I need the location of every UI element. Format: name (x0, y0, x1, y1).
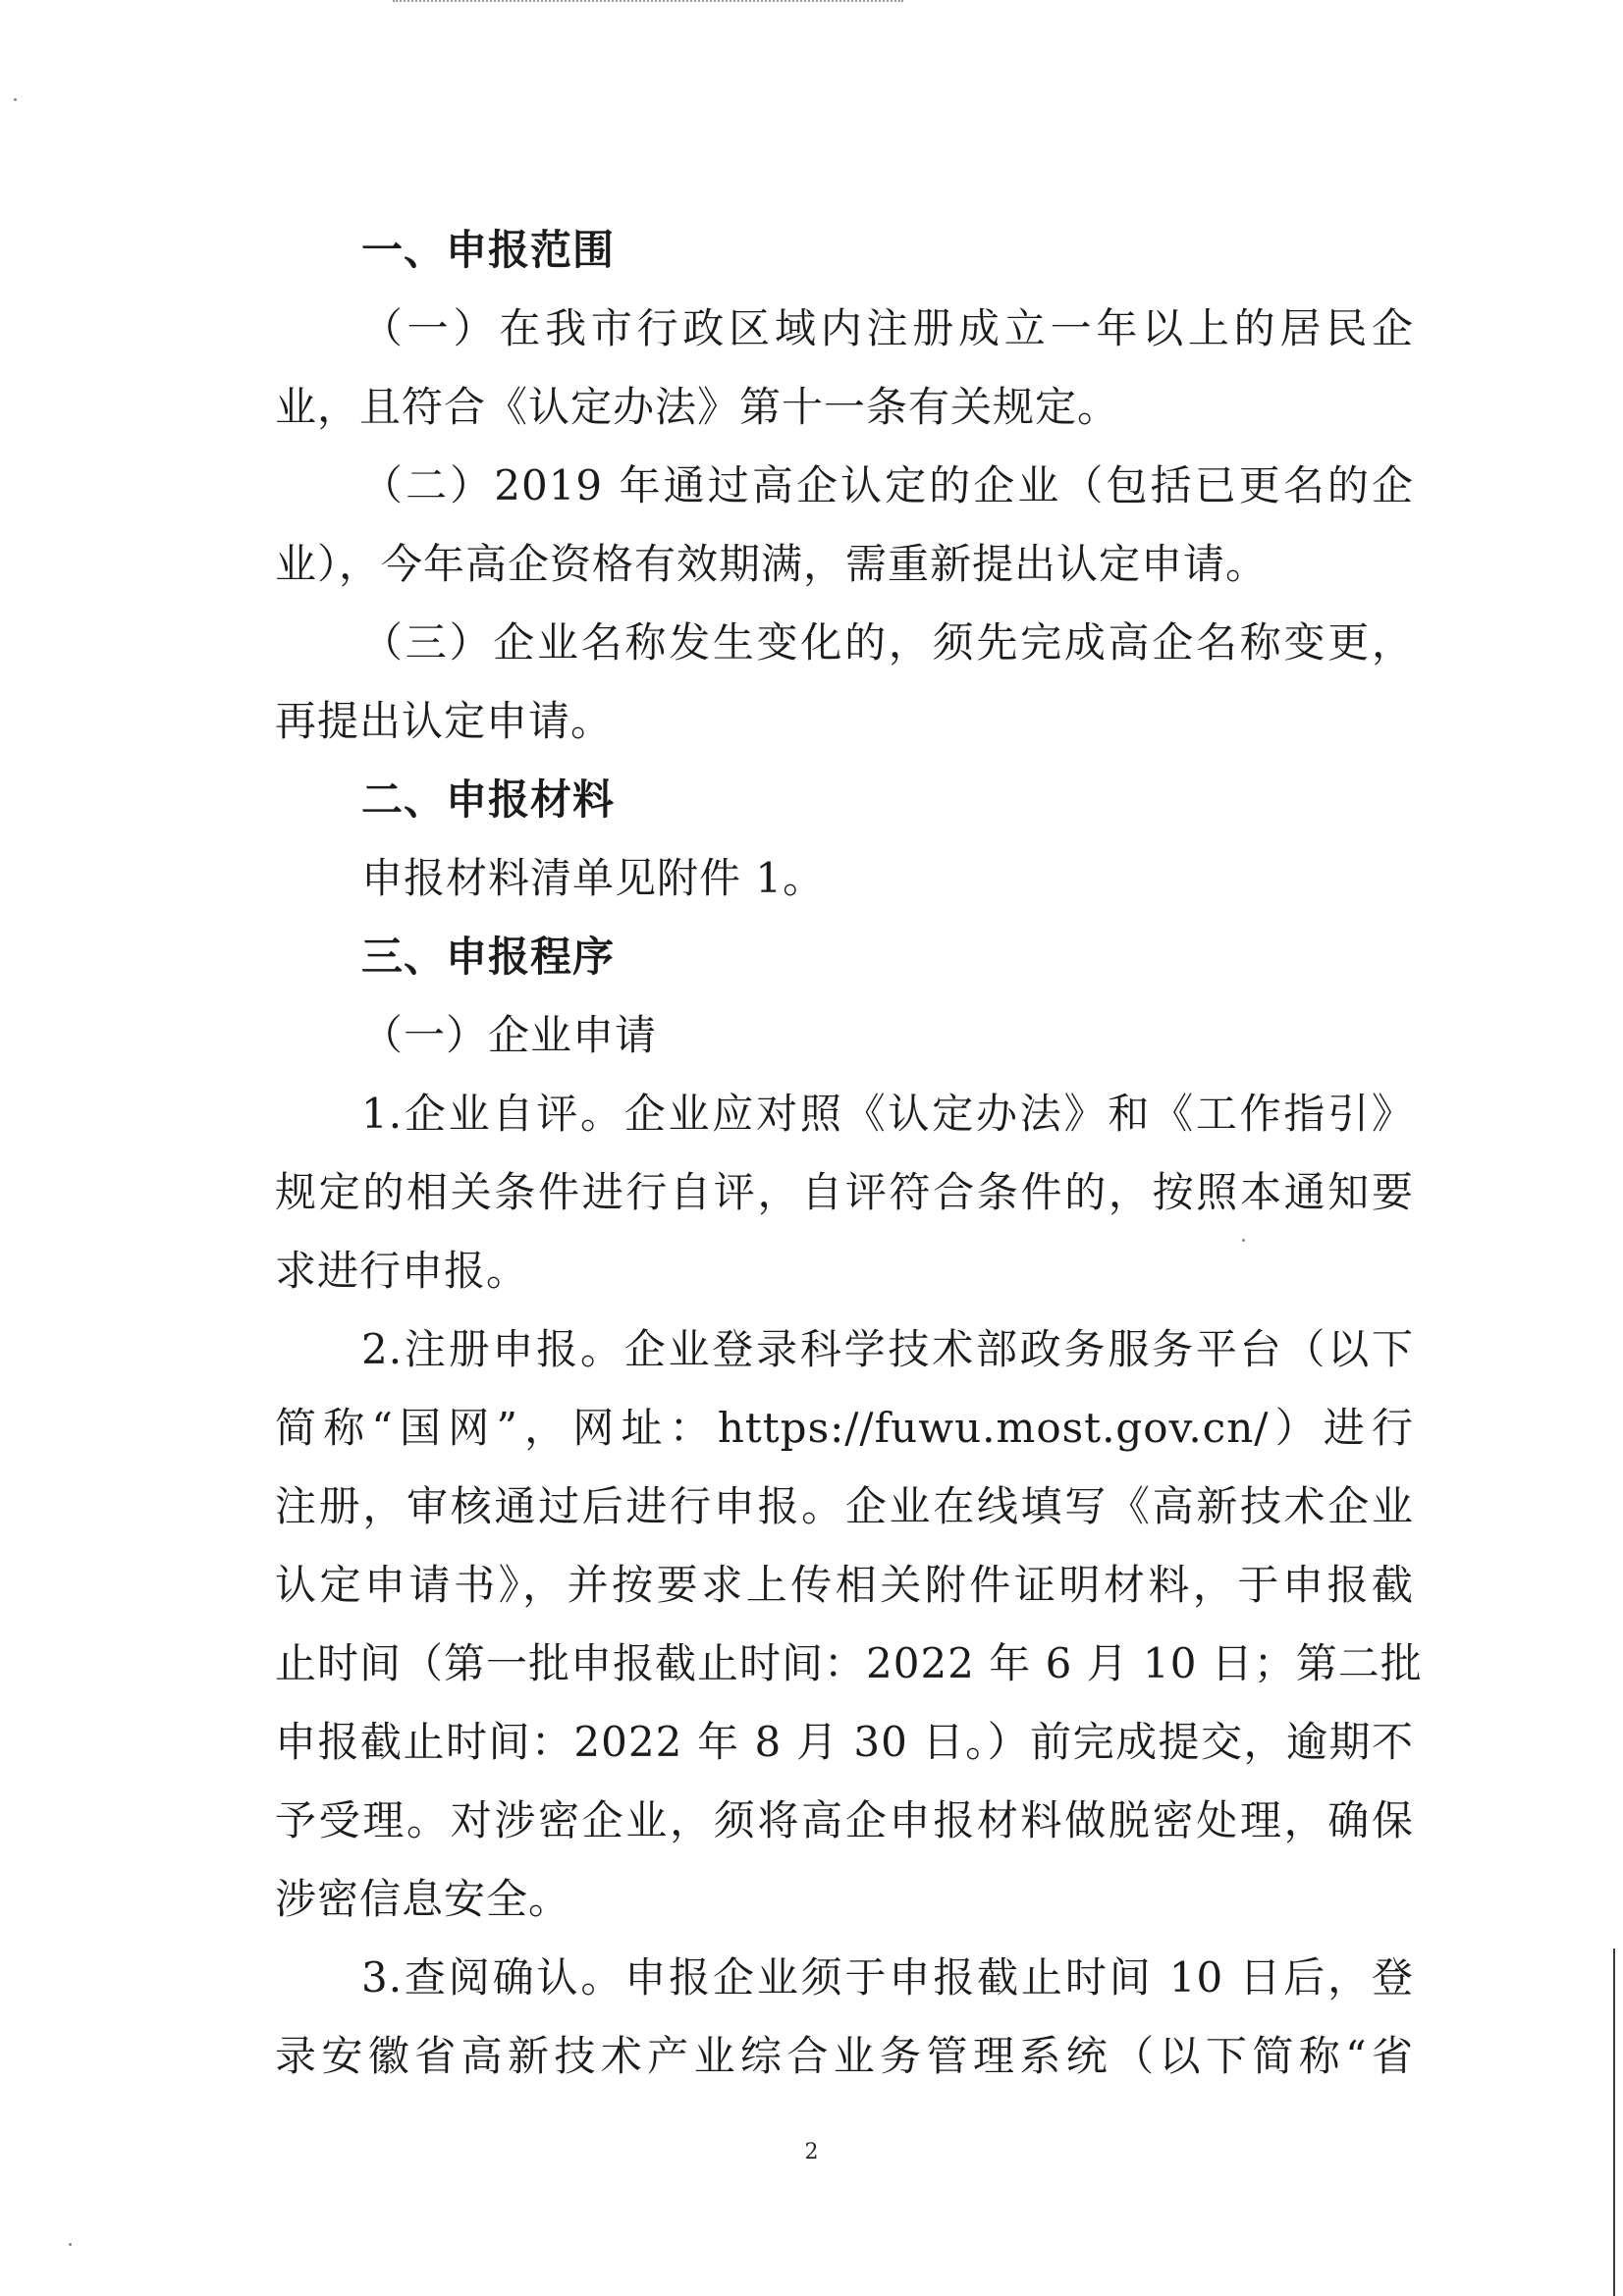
text-line: 求进行申报。 (275, 1247, 529, 1295)
text-line: 录安徽省高新技术产业综合业务管理系统（以下简称“省 (275, 2032, 1414, 2080)
text-line: （一）企业申请 (361, 1011, 658, 1059)
text-line: 1.企业自评。企业应对照《认定办法》和《工作指引》 (361, 1090, 1414, 1138)
scan-artifact-top-line (393, 0, 903, 5)
text-line: （三）企业名称发生变化的，须先完成高企名称变更， (361, 618, 1414, 667)
text-line: 申报材料清单见附件 1。 (361, 854, 826, 902)
text-line: 规定的相关条件进行自评，自评符合条件的，按照本通知要 (275, 1168, 1414, 1216)
scan-artifact-dot (69, 2243, 72, 2246)
text-line: 申报截止时间：2022 年 8 月 30 日。）前完成提交，逾期不 (275, 1718, 1414, 1766)
scan-artifact-right-edge (1613, 1949, 1615, 2296)
text-line: 简称“国网”，网址：https://fuwu.most.gov.cn/）进行 (275, 1404, 1414, 1452)
scan-artifact-dot (14, 98, 17, 101)
text-line: 业），今年高企资格有效期满，需重新提出认定申请。 (275, 540, 1269, 588)
text-line: 2.注册申报。企业登录科学技术部政务服务平台（以下 (361, 1325, 1414, 1373)
text-line: 涉密信息安全。 (275, 1875, 571, 1923)
text-line: 止时间（第一批申报截止时间：2022 年 6 月 10 日；第二批 (275, 1639, 1423, 1687)
section-heading: 三、申报程序 (361, 933, 616, 981)
text-line: （二）2019 年通过高企认定的企业（包括已更名的企 (361, 461, 1414, 509)
section-heading: 一、申报范围 (361, 226, 616, 274)
section-heading: 二、申报材料 (361, 775, 616, 824)
text-line: 认定申请书》，并按要求上传相关附件证明材料，于申报截 (275, 1561, 1414, 1609)
page-number: 2 (804, 2140, 819, 2164)
document-body (275, 211, 1423, 2096)
text-line: 业，且符合《认定办法》第十一条有关规定。 (275, 383, 1120, 431)
text-line: （一）在我市行政区域内注册成立一年以上的居民企 (361, 304, 1414, 352)
text-line: 再提出认定申请。 (275, 697, 614, 745)
text-line: 3.查阅确认。申报企业须于申报截止时间 10 日后，登 (361, 1953, 1414, 2002)
text-line: 注册，审核通过后进行申报。企业在线填写《高新技术企业 (275, 1482, 1414, 1530)
text-line: 予受理。对涉密企业，须将高企申报材料做脱密处理，确保 (275, 1796, 1414, 1844)
